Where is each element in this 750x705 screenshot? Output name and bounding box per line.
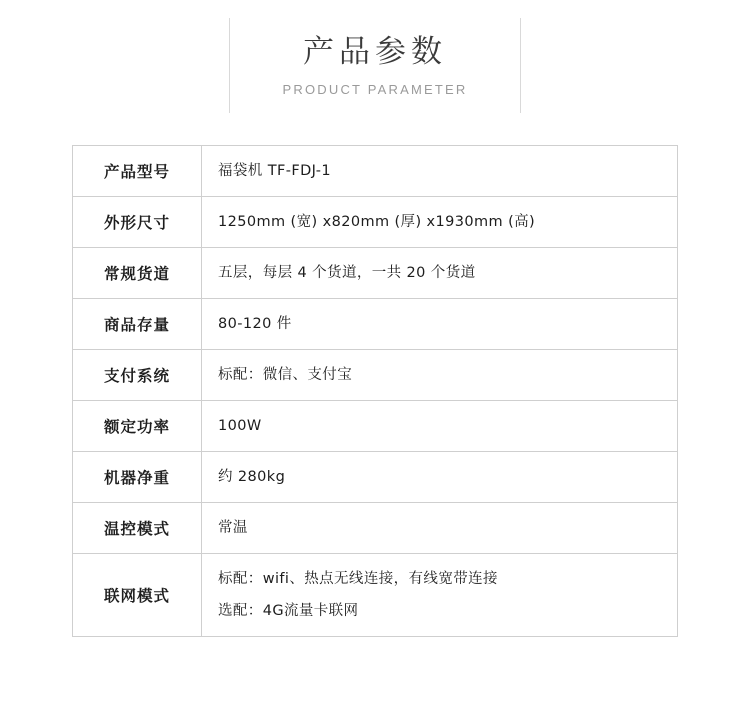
table-row xyxy=(73,350,678,401)
spec-value-line: 选配：4G流量卡联网 xyxy=(218,603,359,619)
table-row xyxy=(73,503,678,554)
spec-value xyxy=(202,350,678,401)
table-row xyxy=(73,248,678,299)
spec-label: 机器净重 xyxy=(73,452,202,503)
page-subtitle: PRODUCT PARAMETER xyxy=(282,82,468,97)
spec-value xyxy=(202,299,678,350)
table-row xyxy=(73,197,678,248)
spec-value xyxy=(202,197,678,248)
spec-value-line: 标配：微信、支付宝 xyxy=(218,367,353,383)
page-title: 产品参数 xyxy=(303,34,447,70)
spec-value xyxy=(202,146,678,197)
spec-value xyxy=(202,554,678,637)
table-row xyxy=(73,554,678,637)
spec-value-line: 五层，每层 4 个货道，一共 20 个货道 xyxy=(218,265,476,281)
table-row xyxy=(73,146,678,197)
spec-label: 联网模式 xyxy=(73,554,202,637)
spec-value xyxy=(202,401,678,452)
spec-label: 商品存量 xyxy=(73,299,202,350)
spec-label: 外形尺寸 xyxy=(73,197,202,248)
spec-label: 额定功率 xyxy=(73,401,202,452)
page-header xyxy=(0,0,750,113)
spec-value xyxy=(202,503,678,554)
spec-value-line: 100W xyxy=(218,418,262,434)
spec-label: 常规货道 xyxy=(73,248,202,299)
spec-label: 温控模式 xyxy=(73,503,202,554)
spec-value xyxy=(202,452,678,503)
table-row xyxy=(73,452,678,503)
table-row xyxy=(73,299,678,350)
spec-value-line: 常温 xyxy=(218,520,248,536)
spec-value-line: 1250mm (宽) x820mm (厚) x1930mm (高) xyxy=(218,214,536,230)
spec-table xyxy=(72,145,678,637)
spec-value-line: 80-120 件 xyxy=(218,316,292,332)
table-row xyxy=(73,401,678,452)
header-title-box xyxy=(229,18,521,113)
spec-value-line: 标配：wifi、热点无线连接，有线宽带连接 xyxy=(218,571,498,587)
spec-table-body xyxy=(73,146,678,637)
spec-label: 支付系统 xyxy=(73,350,202,401)
spec-value xyxy=(202,248,678,299)
spec-value-line: 福袋机 TF-FDJ-1 xyxy=(218,163,332,179)
spec-label: 产品型号 xyxy=(73,146,202,197)
spec-table-container xyxy=(72,145,678,637)
spec-value-line: 约 280kg xyxy=(218,469,286,485)
